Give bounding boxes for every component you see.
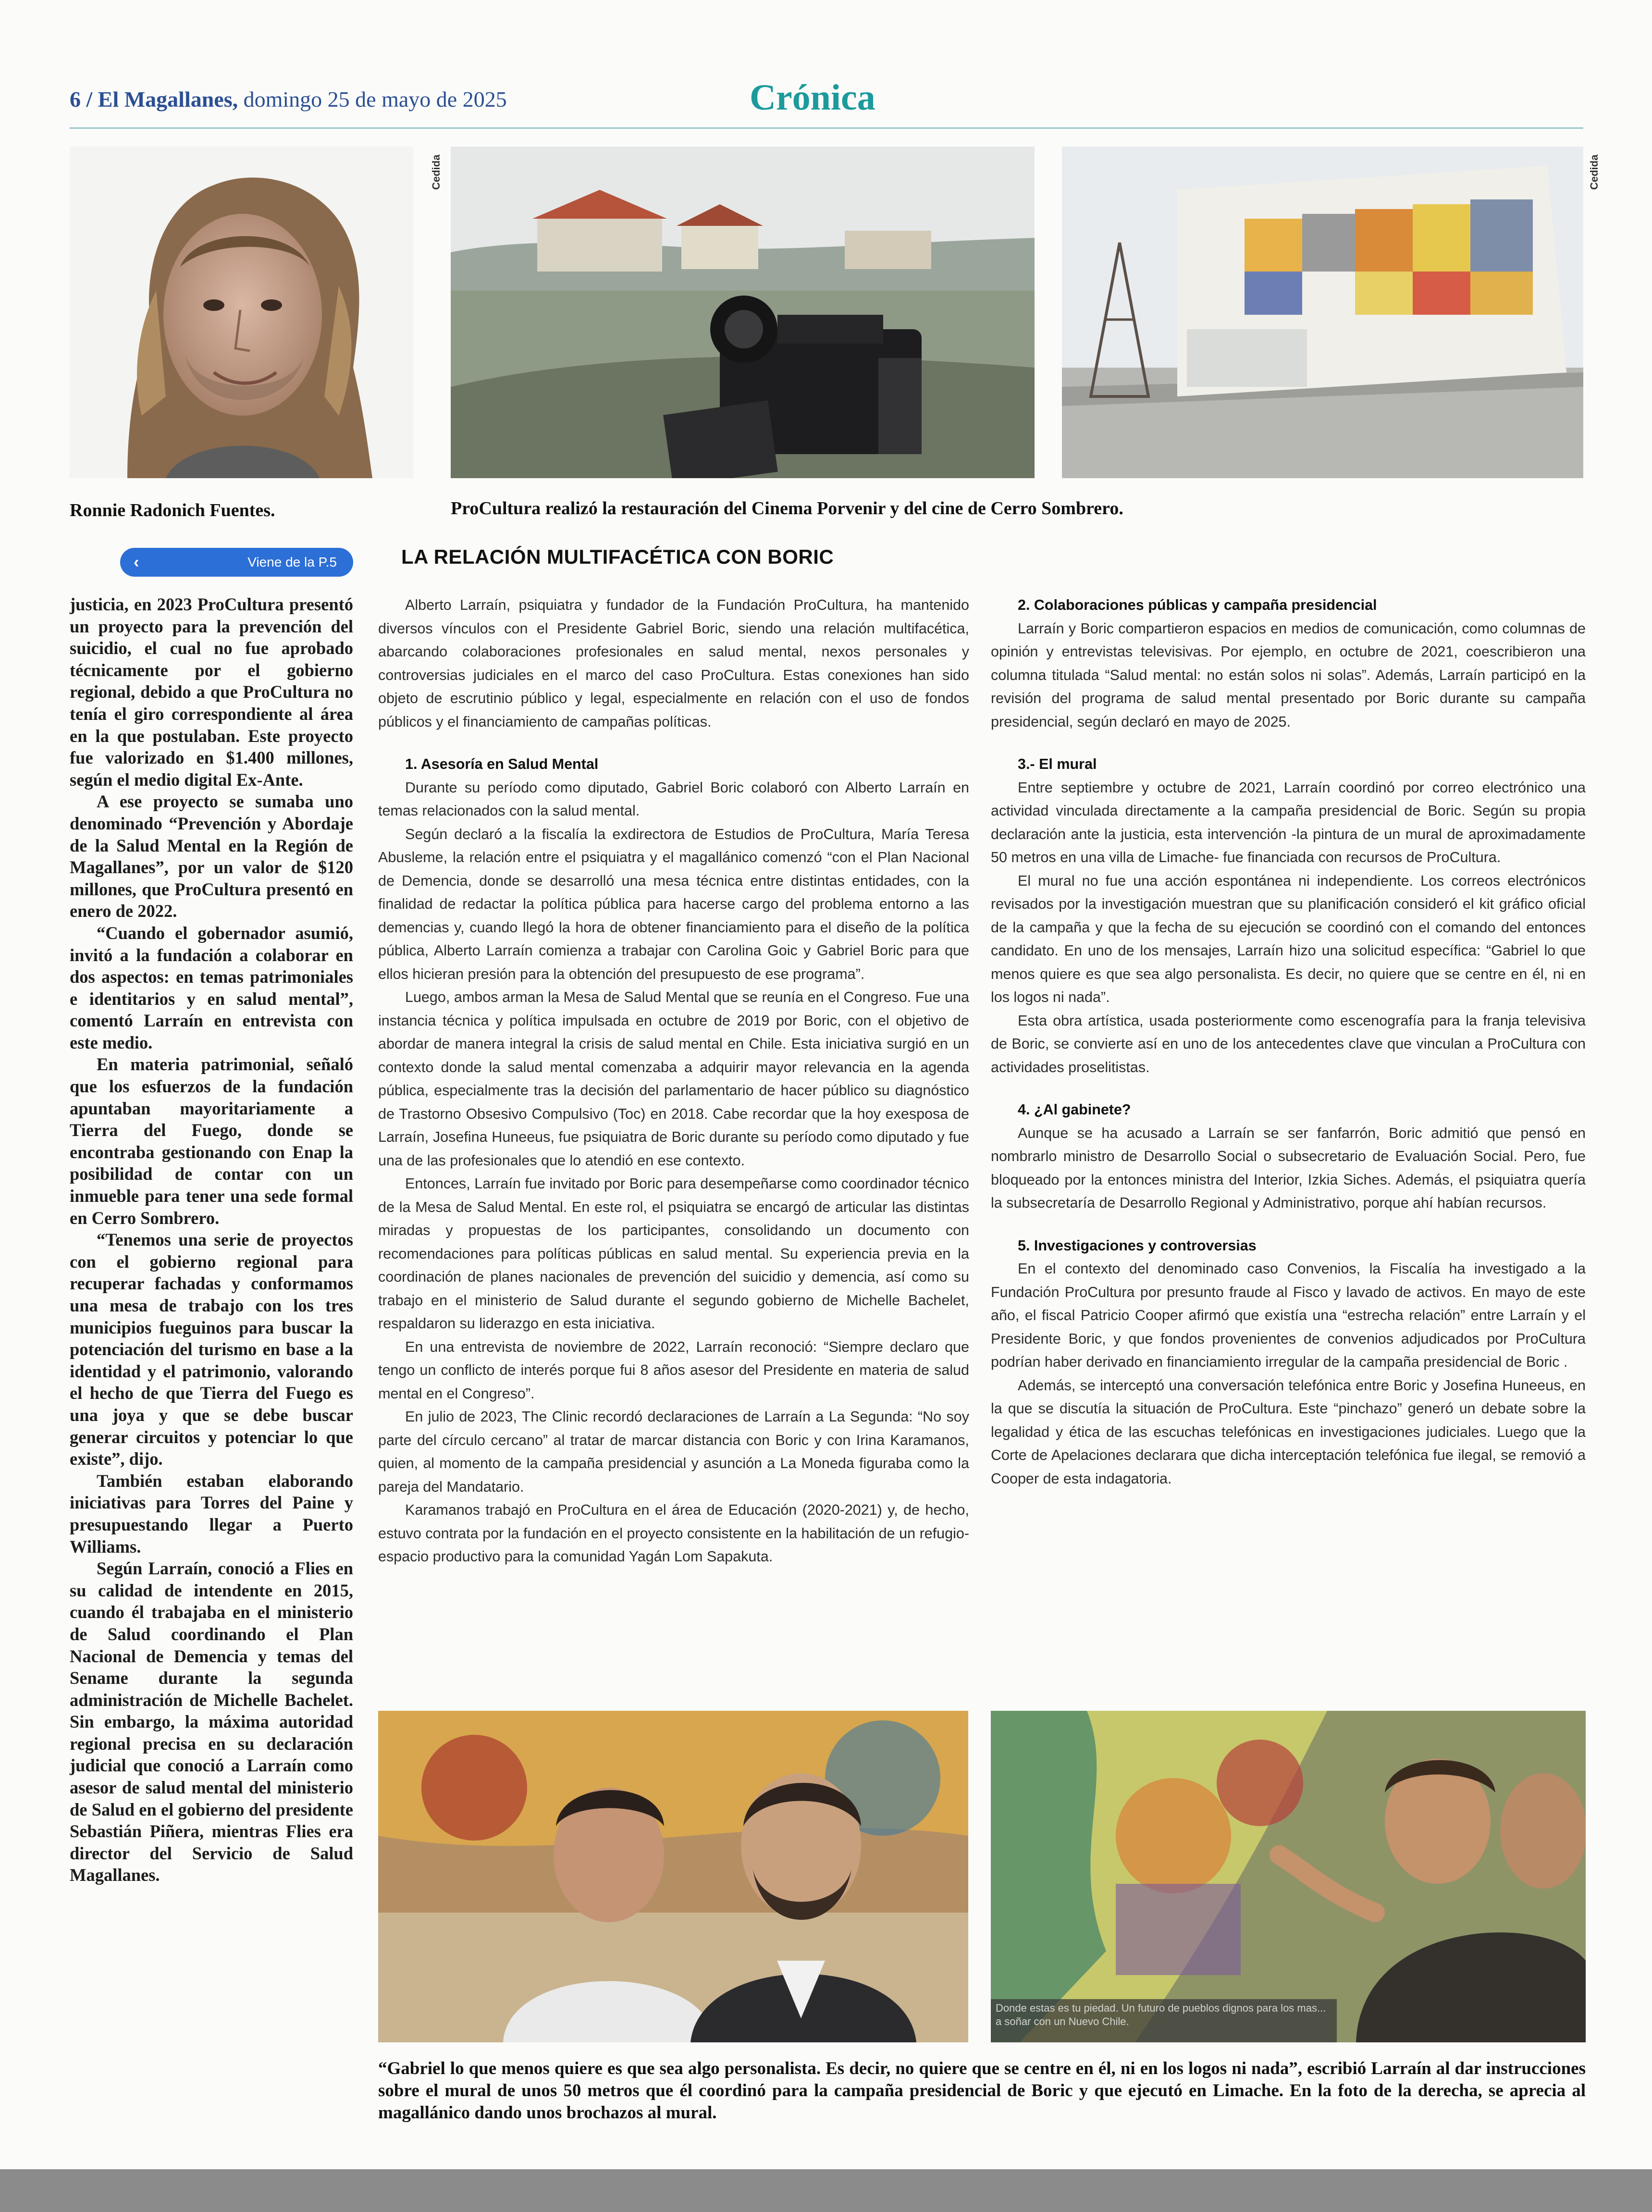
paragraph: Entonces, Larraín fue invitado por Boric para desempeñarse como coordinador técnico de la Mesa de Salud Mental. En este rol, el psiquiatra se encargó de articular las distintas miradas y propuestas de los participantes, consolidando un documento con recomendaciones para políticas públicas en salud mental. Su experiencia previa en la coordinación de planes nacionales de prevención del suicidio y demencia, así como su trabajo en el ministerio de Salud durante el segundo gobierno de Michelle Bachelet, respaldaron su liderazgo en esta iniciativa. xyxy=(378,1175,969,1332)
page-number: 6 / xyxy=(70,87,93,111)
paragraph: Entre septiembre y octubre de 2021, Larraín coordinó por correo electrónico una actividad vinculada directamente a la campaña presidencial de Boric. Según su propia declaración ante la justicia, esta intervención -la pintura de un mural de aproximadamente 50 metros en una villa de Limache- fue financiada con recursos de ProCultura. xyxy=(991,779,1586,865)
section-title: Crónica xyxy=(750,77,875,118)
continued-from-label: Viene de la P.5 xyxy=(247,555,337,569)
photo-credit-cinema: Cedida xyxy=(430,154,442,190)
issue-date: domingo 25 de mayo de 2025 xyxy=(243,87,507,111)
subheading: 1. Asesoría en Salud Mental xyxy=(405,756,599,772)
paragraph: Esta obra artística, usada posteriormente como escenografía para la franja televisiva de Boric, se convierte así en uno de los antecedentes clave que vinculan a ProCultura con actividades proselitistas. xyxy=(991,1012,1586,1075)
paragraph: Además, se interceptó una conversación telefónica entre Boric y Josefina Huneeus, en la que se discutía la situación de ProCultura. Este “pinchazo” generó un debate sobre la legalidad y ética de las escuchas telefónicas en investigaciones judiciales. Luego que la Corte de Apelaciones declarara que dicha interceptación telefónica fue ilegal, se removió a Cooper de esta indagatoria. xyxy=(991,1377,1586,1487)
chevron-left-icon: ‹ xyxy=(134,553,139,571)
article-column-2 xyxy=(378,593,969,1569)
article-headline: LA RELACIÓN MULTIFACÉTICA CON BORIC xyxy=(401,545,834,568)
paragraph: El mural no fue una acción espontánea ni independiente. Los correos electrónicos revisados por la investigación muestran que su planificación consideró el kit gráfico oficial de la campaña y que la fecha de su ejecución se coordinó con el comando del entonces candidato. En uno de los mensajes, Larraín hizo una solicitud específica: “Gabriel lo que menos quiere es que sea algo personalista. Es decir, no quiere que se centre en él, ni en los logos ni nada”. xyxy=(991,872,1586,1005)
portrait-caption: Ronnie Radonich Fuentes. xyxy=(70,500,275,520)
mural-painting-photo xyxy=(991,1711,1586,2042)
portrait-photo xyxy=(70,147,413,478)
mural-caption: “Gabriel lo que menos quiere es que sea algo personalista. Es decir, no quiere que se centre en él, ni en los logos ni nada”, escribió Larraín al dar instrucciones sobre el mural de unos 50 metros que él coordinó para la campaña presidencial de Boric y que ejecutó en Limache. En la foto de la derecha, se aprecia al magallánico dando unos brochazos al mural. xyxy=(378,2059,1586,2123)
subheading: 2. Colaboraciones públicas y campaña presidencial xyxy=(1018,597,1377,613)
paragraph: Según declaró a la fiscalía la exdirectora de Estudios de ProCultura, María Teresa Abusleme, la relación entre el psiquiatra y el magallánico comenzó “con el Plan Nacional de Demencia, donde se desarrolló una mesa técnica entre distintas entidades, con la finalidad de redactar la política pública para hacerse cargo del problema entorno a las demencias y, cuando llegó la hora de obtener financiamiento para el diseño de la política pública, Alberto Larraín comienza a trabajar con Carolina Goic y Gabriel Boric para que ellos hicieran presión para la obtención del presupuesto de ese programa”. xyxy=(378,826,969,982)
paper-name: El Magallanes, xyxy=(98,87,238,111)
continued-from-pill[interactable] xyxy=(120,548,353,577)
paragraph: En materia patrimonial, señaló que los esfuerzos de la fundación apuntaban mayoritariamente a Tierra del Fuego, donde se encontraba gestionando con Enap la posibilidad de contar con un inmueble para tener una sede formal en Cerro Sombrero. xyxy=(70,1054,353,1228)
photo-credit-cerro: Cedida xyxy=(1588,154,1600,190)
cinema-camera-photo xyxy=(451,147,1035,478)
viewer-background xyxy=(0,2169,1652,2212)
mural-overlay-text: Donde estas es tu piedad. Un futuro de pueblos dignos para los mas... a soñar con un Nuevo Chile. xyxy=(996,2002,1326,2027)
subheading: 5. Investigaciones y controversias xyxy=(1018,1237,1257,1254)
subheading: 3.- El mural xyxy=(1018,756,1097,772)
article-column-1 xyxy=(70,593,353,1886)
paragraph: A ese proyecto se sumaba uno denominado “Prevención y Abordaje de la Salud Mental en la Región de Magallanes”, por un valor de $120 millones, que ProCultura presentó en enero de 2022. xyxy=(70,791,353,921)
paragraph: Karamanos trabajó en ProCultura en el área de Educación (2020-2021) y, de hecho, estuvo contrata por la fundación en el proyecto consistente en la habilitación de un refugio-espacio productivo para la comunidad Yagán Lom Sapakuta. xyxy=(378,1502,969,1565)
intro-paragraph: Alberto Larraín, psiquiatra y fundador de la Fundación ProCultura, ha mantenido diversos vínculos con el Presidente Gabriel Boric, siendo una relación multifacética, abarcando colaboraciones profesionales en salud mental, nexos personales y controversias judiciales en el marco del caso ProCultura. Estas conexiones han sido objeto de escrutinio público y legal, especialmente en relación con el uso de fondos públicos y el financiamiento de campañas políticas. xyxy=(378,597,969,730)
paragraph: Larraín y Boric compartieron espacios en medios de comunicación, como columnas de opinión y entrevistas televisivas. Por ejemplo, en octubre de 2021, coescribieron una columna titulada “Salud mental: no están solos ni solas”. Además, Larraín participó en la revisión del programa de salud mental presentado por Boric durante su campaña presidencial, según declaró en mayo de 2025. xyxy=(991,620,1586,730)
header-divider xyxy=(70,127,1583,129)
paragraph: justicia, en 2023 ProCultura presentó un proyecto para la prevención del suicidio, el cual no fue aprobado técnicamente por el gobierno regional, debido a que ProCultura no tenía el giro correspondiente al área en la que postulaban. Este proyecto fue valorizado en $1.400 millones, según el medio digital Ex-Ante. xyxy=(70,594,353,790)
paragraph: En una entrevista de noviembre de 2022, Larraín reconoció: “Siempre declaro que tengo un conflicto de interés porque fui 8 años asesor del Presidente en materia de salud mental en el Congreso”. xyxy=(378,1338,969,1402)
subheading: 4. ¿Al gabinete? xyxy=(1018,1101,1131,1118)
page-folio xyxy=(70,87,507,112)
article-column-3 xyxy=(991,593,1586,1490)
paragraph: Según Larraín, conoció a Flies en su calidad de intendente en 2015, cuando él trabajaba en el ministerio de Salud coordinando el Plan Nacional de Demencia y temas del Sename durante la segunda administración de Michelle Bachelet. Sin embargo, la máxima autoridad regional precisa en su declaración judicial que conoció a Larraín como asesor de salud mental del ministerio de Salud en el gobierno del presidente Sebastián Piñera, mientras Flies era director del Servicio de Salud Magallanes. xyxy=(70,1558,353,1885)
paragraph: “Cuando el gobernador asumió, invitó a la fundación a colaborar en dos aspectos: en temas patrimoniales e identitarios y en salud mental”, comentó Larraín en entrevista con este medio. xyxy=(70,923,353,1052)
larrain-boric-photo xyxy=(378,1711,968,2042)
paragraph: Luego, ambos arman la Mesa de Salud Mental que se reunía en el Congreso. Fue una instancia técnica y política impulsada en octubre de 2019 por Boric, con el objetivo de abordar de manera integral la crisis de salud mental en Chile. Esta iniciativa surgió en un contexto donde la salud mental comenzaba a adquirir mayor relevancia en la agenda pública, especialmente tras la decisión del parlamentario de hacer público su diagnóstico de Trastorno Obsesivo Compulsivo (Toc) en 2018. Cabe recordar que la hoy exesposa de Larraín, Josefina Huneeus, fue psiquiatra de Boric durante su período como diputado y fue una de las profesionales que lo atendió en ese contexto. xyxy=(378,989,969,1169)
paragraph: En el contexto del denominado caso Convenios, la Fiscalía ha investigado a la Fundación ProCultura por presunto fraude al Fisco y lavado de activos. En mayo de este año, el fiscal Patricio Cooper afirmó que existía una “estrecha relación” entre Larraín y el Presidente Boric, y que fondos provenientes de convenios adjudicados por ProCultura podrían haber derivado en financiamiento irregular de la campaña presidencial de Boric . xyxy=(991,1260,1586,1370)
paragraph: Durante su período como diputado, Gabriel Boric colaboró con Alberto Larraín en temas relacionados con la salud mental. xyxy=(378,779,969,819)
paragraph: En julio de 2023, The Clinic recordó declaraciones de Larraín a La Segunda: “No soy parte del círculo cercano” al tratar de marcar distancia con Boric y con Irina Karamanos, quien, al momento de la campaña presidencial y asunción a La Moneda figuraba como la pareja del Mandatario. xyxy=(378,1409,969,1495)
cinema-caption: ProCultura realizó la restauración del Cinema Porvenir y del cine de Cerro Sombrero. xyxy=(451,498,1123,519)
paragraph: También estaban elaborando iniciativas para Torres del Paine y presupuestando llegar a Puerto Williams. xyxy=(70,1471,353,1557)
paragraph: Aunque se ha acusado a Larraín se ser fanfarrón, Boric admitió que pensó en nombrarlo ministro de Desarrollo Social o subsecretario de Evaluación Social. Pero, fue bloqueado por la entonces ministra del Interior, Izkia Siches. Además, el psiquiatra quería la subsecretaría de Desarrollo Regional y Administrativo, porque ahí habían recursos. xyxy=(991,1125,1586,1211)
cerro-sombrero-cinema-photo xyxy=(1062,147,1583,478)
paragraph: “Tenemos una serie de proyectos con el gobierno regional para recuperar fachadas y conformamos una mesa de trabajo con los tres municipios fueguinos para buscar la potenciación del turismo en base a la identidad y el patrimonio, valorando el hecho de que Tierra del Fuego es una joya y que se debe buscar generar circuitos y potenciar lo que existe”, dijo. xyxy=(70,1230,353,1469)
